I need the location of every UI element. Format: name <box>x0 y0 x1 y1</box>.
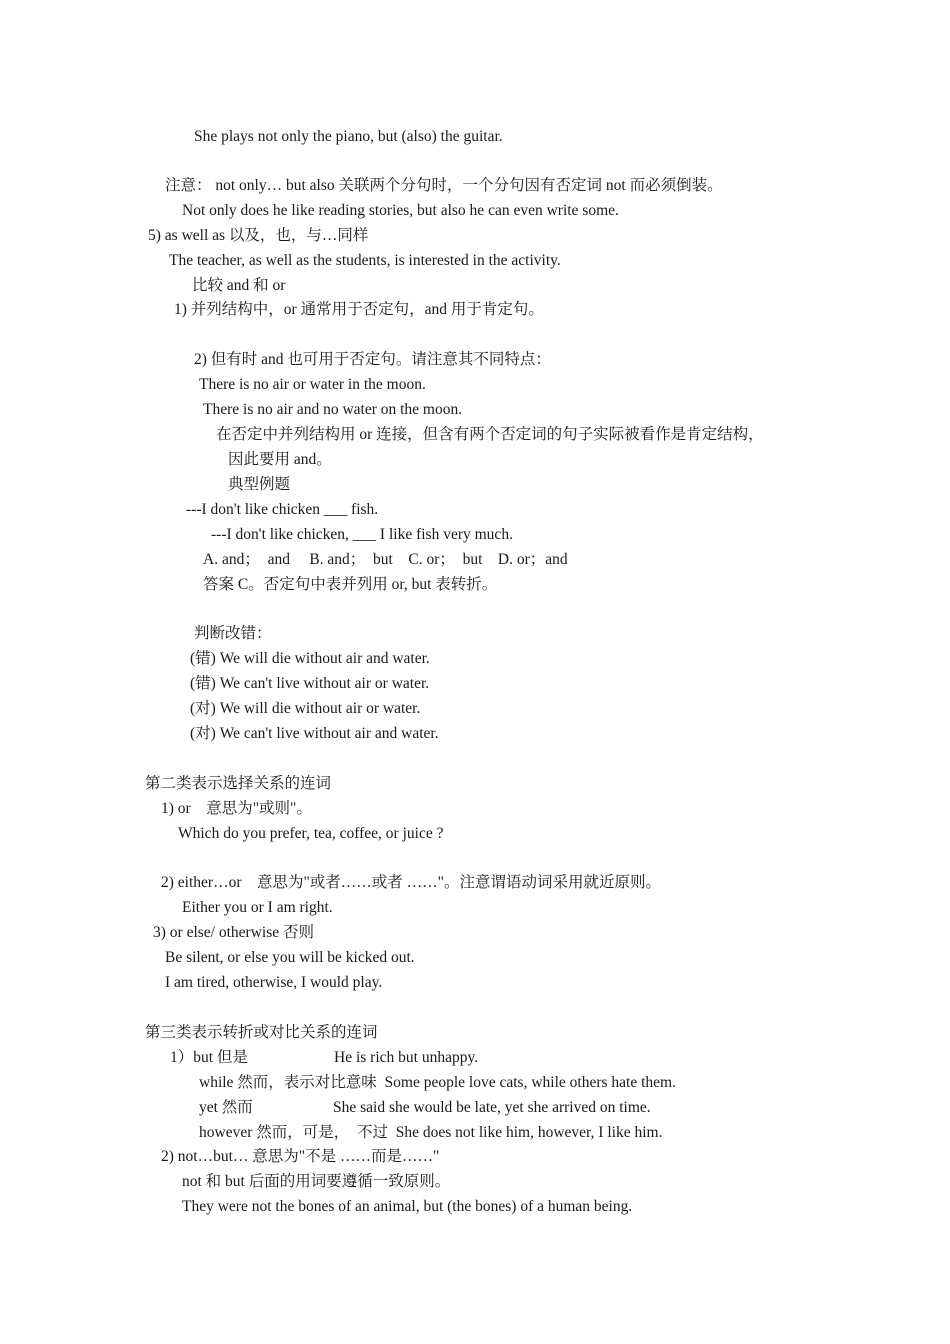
exercise-question: ---I don't like chicken, ___ I like fish very much. <box>211 526 513 543</box>
example-sentence: Be silent, or else you will be kicked out. <box>165 949 415 966</box>
example-sentence: Which do you prefer, tea, coffee, or juice ? <box>178 825 444 842</box>
rule-line: 1) 并列结构中，or 通常用于否定句，and 用于肯定句。 <box>174 301 544 318</box>
note-line: 注意： not only… but also 关联两个分句时，一个分句因有否定词 not 而必须倒装。 <box>165 177 723 194</box>
example-sentence: There is no air and no water on the moon. <box>203 401 463 418</box>
rule-line: 2) either…or 意思为"或者……或者 ……"。注意谓语动词采用就近原则。 <box>161 874 662 891</box>
rule-line: 3) or else/ otherwise 否则 <box>153 924 314 941</box>
rule-term: 1）but 但是 <box>170 1049 248 1066</box>
correction-item: (对) We can't live without air and water. <box>190 725 439 742</box>
example-sentence: She plays not only the piano, but (also) the guitar. <box>194 128 503 145</box>
correction-item: (错) We will die without air and water. <box>190 650 430 667</box>
section-heading: 第三类表示转折或对比关系的连词 <box>145 1024 378 1041</box>
correction-item: (对) We will die without air or water. <box>190 700 421 717</box>
rule-line: 1) or 意思为"或则"。 <box>161 800 312 817</box>
exercise-answer: 答案 C。否定句中表并列用 or, but 表转折。 <box>203 576 498 593</box>
rule-line: 2) not…but… 意思为"不是 ……而是……" <box>161 1148 440 1165</box>
subheading: 判断改错： <box>194 625 272 642</box>
example-sentence: Either you or I am right. <box>182 899 333 916</box>
exercise-question: ---I don't like chicken ___ fish. <box>186 501 379 518</box>
subheading: 比较 and 和 or <box>192 277 286 294</box>
example-sentence: He is rich but unhappy. <box>334 1049 479 1066</box>
rule-line: while 然而，表示对比意味 Some people love cats, while others hate them. <box>199 1074 676 1091</box>
subheading: 典型例题 <box>228 476 291 493</box>
rule-line: 2) 但有时 and 也可用于否定句。请注意其不同特点： <box>194 351 551 368</box>
explanation-line: not 和 but 后面的用词要遵循一致原则。 <box>182 1173 451 1190</box>
section-heading: 5) as well as 以及，也，与…同样 <box>148 227 369 244</box>
correction-item: (错) We can't live without air or water. <box>190 675 430 692</box>
example-sentence: Not only does he like reading stories, but also he can even write some. <box>182 202 619 219</box>
exercise-options: A. and； and B. and； but C. or； but D. or；and <box>203 551 568 568</box>
explanation-line: 因此要用 and。 <box>228 451 332 468</box>
rule-line: however 然而，可是， 不过 She does not like him, however, I like him. <box>199 1124 663 1141</box>
explanation-line: 在否定中并列结构用 or 连接，但含有两个否定词的句子实际被看作是肯定结构， <box>216 426 764 443</box>
rule-term: yet 然而 <box>199 1099 253 1116</box>
example-sentence: She said she would be late, yet she arrived on time. <box>333 1099 651 1116</box>
example-sentence: I am tired, otherwise, I would play. <box>165 974 383 991</box>
section-heading: 第二类表示选择关系的连词 <box>145 775 332 792</box>
example-sentence: They were not the bones of an animal, but (the bones) of a human being. <box>182 1198 633 1215</box>
example-sentence: The teacher, as well as the students, is interested in the activity. <box>169 252 561 269</box>
example-sentence: There is no air or water in the moon. <box>199 376 426 393</box>
